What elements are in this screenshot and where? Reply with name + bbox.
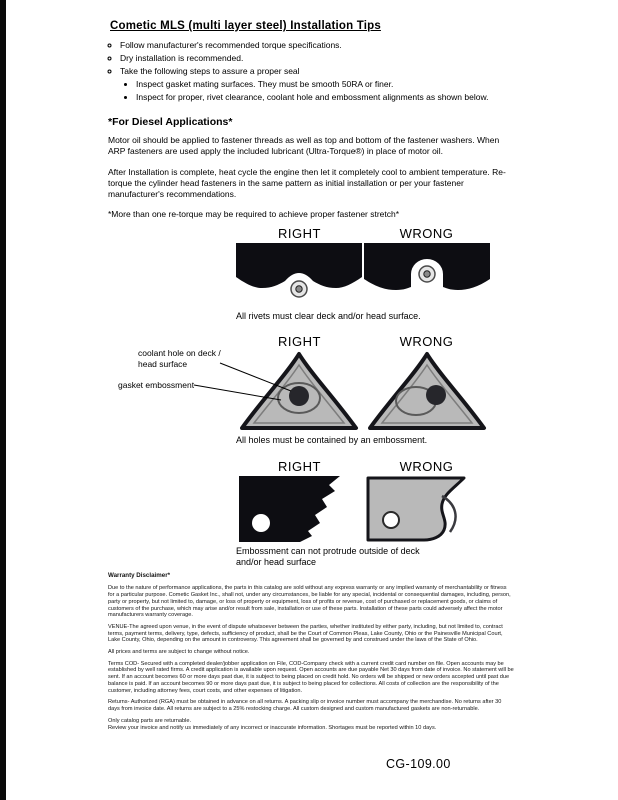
right-label: RIGHT (278, 334, 321, 350)
annotation-gasket-embossment: gasket embossment (118, 380, 195, 391)
protrusion-wrong-diagram (364, 476, 490, 542)
column-headers (236, 459, 490, 474)
diagram-caption-protrusion: Embossment can not protrude outside of deck and/or head surface (236, 545, 420, 567)
protrusion-right-diagram (236, 476, 362, 542)
column-headers (236, 226, 490, 241)
tip-sub-item: • Inspect gasket mating surfaces. They must be smooth 50RA or finer. (136, 79, 520, 90)
tip-sub-item: • Inspect for proper, rivet clearance, coolant hole and embossment alignments as shown below. (136, 92, 520, 103)
page-title: Cometic MLS (multi layer steel) Installation Tips (110, 20, 381, 32)
right-label: RIGHT (278, 226, 321, 241)
page-number: CG-109.00 (386, 757, 451, 771)
diagram-section (108, 226, 518, 568)
diagram-caption-rivets: All rivets must clear deck and/or head surface. (236, 311, 421, 321)
diagram-row-protrusion (108, 459, 518, 569)
diesel-heading: *For Diesel Applications* (108, 116, 233, 129)
diagram-row-embossment (108, 334, 518, 446)
rivet-clearance-right-diagram (236, 243, 362, 307)
diesel-paragraph-1: Motor oil should be applied to fastener threads as well as top and bottom of the fastener washers. When ARP fasteners are used apply the included lubricant (Ultra-Torque®) in place of motor oil. (108, 135, 500, 157)
embossment-wrong-diagram (364, 351, 490, 431)
diagram-pair (236, 476, 490, 542)
diagram-pair (236, 243, 490, 307)
tips-sublist (108, 79, 520, 103)
tip-item: ◦ Dry installation is recommended. (120, 53, 520, 64)
disclaimer-paragraph: VENUE-The agreed upon venue, in the event of dispute whatsoever between the parties, whether instituted by either party, including, but not limited to, contract terms, payment terms, delivery, type, defects, sufficiency of product, shall be the Court of Common Pleas, Lake County, Ohio or the Painesville Municipal Court, Lake County, Ohio, depending on the amount in controversy. This agreement shall be governed by and construed under the laws of the State of Ohio. (108, 623, 503, 644)
disclaimer-paragraph: All prices and terms are subject to change without notice. (108, 649, 250, 656)
wrong-label: WRONG (399, 334, 454, 350)
annotation-coolant-hole: coolant hole on deck / head surface (138, 348, 221, 369)
wrong-label: WRONG (399, 458, 454, 474)
retorque-note: *More than one re-torque may be required to achieve proper fastener stretch* (108, 209, 400, 220)
embossment-right-diagram (236, 351, 362, 431)
diagram-pair (236, 351, 490, 431)
disclaimer-paragraph: Only catalog parts are returnable. (108, 717, 192, 724)
tips-list (108, 40, 520, 77)
right-label: RIGHT (278, 458, 321, 474)
disclaimer-paragraph: Returns- Authorized (RGA) must be obtained in advance on all returns. A packing slip or invoice number must accompany the merchandise. No returns after 30 days from invoice date. All returns are subject to a 25% restocking charge. All custom designed and custom manufactured gaskets are non-returnable. (108, 699, 502, 712)
tip-item: ◦ Take the following steps to assure a proper seal (120, 66, 520, 77)
diagram-caption-embossment: All holes must be contained by an embossment. (236, 435, 428, 446)
bolt-hole (252, 514, 270, 532)
disclaimer-paragraph: Terms COD- Secured with a completed dealer/jobber application on File, COD-Company check with a current credit card number on file. Open accounts may be established by well rated firms. A credit application is available upon request. Open accounts are due payable Net 30 days from date of invoice. No statement will be sent. If an account becomes 60 or more days past due, it is subject to being placed on credit hold. No orders will be shipped or new orders accepted until past due balance is paid. If an account becomes 90 or more days past due, it is subject to being placed for collections. All costs of collection are the responsibility of the customer, including attorney fees, court costs, and other expenses of litigation. (108, 660, 514, 694)
disclaimer-paragraph: Review your invoice and notify us immediately of any incorrect or inaccurate information. Shortages must be reported within 10 days. (108, 725, 437, 732)
disclaimer-paragraph: Due to the nature of performance applications, the parts in this catalog are sold without any express warranty or any implied warranty of merchantability or fitness for a particular purpose. Cometic Gasket Inc., shall not, under any circumstances, be liable for any special, incidental or consequential damages, including, person, party or property, but not limited to, damage, or loss of property or equipment, loss of profits or revenue, cost of purchased or replacement goods, or claims of customers of the purchase, which may arise and/or result from sale, installation or use of these parts. Installation of these parts could adversely affect the motor manufacturers warranty coverage. (108, 585, 511, 619)
tip-item: ◦ Follow manufacturer's recommended torque specifications. (120, 40, 520, 51)
wrong-label: WRONG (399, 226, 454, 241)
diagram-row-rivets (108, 226, 518, 322)
disclaimer-heading: Warranty Disclaimer* (108, 572, 171, 579)
column-headers (236, 334, 490, 349)
coolant-hole (289, 386, 309, 406)
intro-text (108, 20, 520, 230)
warranty-disclaimer (108, 572, 514, 737)
rivet-clearance-wrong-diagram (364, 243, 490, 307)
binding-edge (0, 0, 6, 800)
bolt-hole (383, 512, 399, 528)
diesel-paragraph-2: After Installation is complete, heat cycle the engine then let it completely cool to ambient temperature. Re-torque the cylinder head fasteners in the same pattern as initial installation or per your fastener manufacturer's recommendations. (108, 166, 506, 200)
coolant-hole (426, 385, 446, 405)
